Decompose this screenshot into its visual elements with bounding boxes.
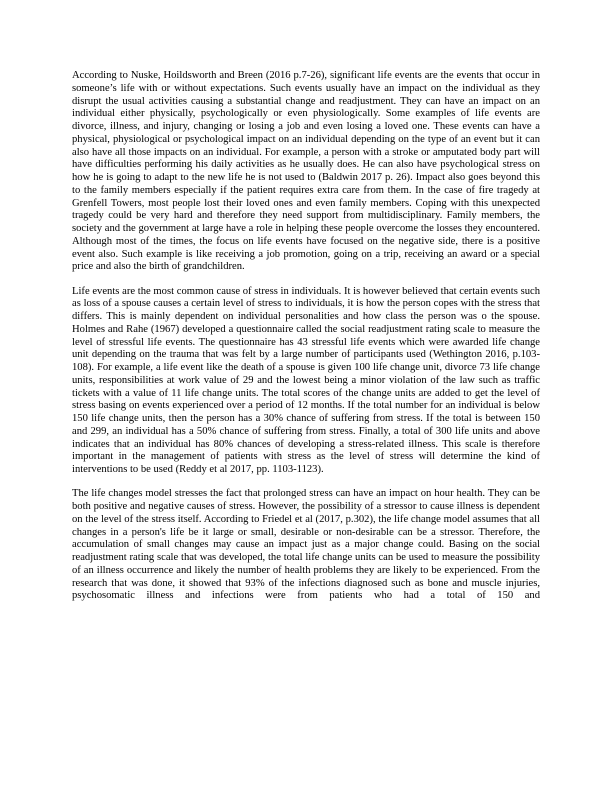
- body-text: [72, 70, 540, 603]
- paragraph-life-changes-model: The life changes model stresses the fact that prolonged stress can have an impact on hour health. They can be both positive and negative causes of stress. However, the possibility of a stressor to cause illness is dependent on the level of the stress itself. According to Friedel et al (2017, p.302), the life change model assumes that all changes in a person's life be it large or small, desirable or non-desirable can be a stressor. Therefore, the accumulation of small changes may cause an impact just as a major change could. Basing on the social readjustment rating scale that was developed, the total life change units can be used to measure the possibility of an illness occurrence and likely the number of health problems they are likely to be experienced. From the research that was done, it showed that 93% of the infections diagnosed such as bone and muscle injuries, psychosomatic illness and infections were from patients who had a total of 150 and: [72, 488, 540, 602]
- paragraph-life-events: According to Nuske, Hoildsworth and Breen (2016 p.7-26), significant life events are the events that occur in someone’s life with or without expectations. Such events usually have an impact on the individual as they disrupt the usual activities causing a substantial change and readjustment. They can have an impact on an individual either physically, psychologically or even physiologically. Some examples of life events are divorce, illness, and injury, changing or losing a job and even losing a loved one. These events can have a physical, physiological or psychological impact on an individual depending on the type of an event but it can also have all those impacts on an individual. For example, a person with a stroke or amputated body part will have difficulties performing his daily activities as he usually does. He can also have psychological stress on how he is going to adapt to the new life he is not used to (Baldwin 2017 p. 26). Impact also goes beyond this to the family members especially if the patient requires extra care from them. In the case of fire tragedy at Grenfell Towers, most people lost their loved ones and even family members. Coping with this unexpected tragedy could be very hard and therefore they need support from multidisciplinary. Family members, the society and the government at large have a role in helping these people overcome the losses they encountered. Although most of the times, the focus on life events have focused on the negative side, there is a positive event also. Such example is like receiving a job promotion, going on a trip, receiving an award or a special price and also the birth of grandchildren.: [72, 70, 540, 273]
- paragraph-stress-scale: Life events are the most common cause of stress in individuals. It is however believed that certain events such as loss of a spouse causes a certain level of stress to individuals, it is how the person copes with the stress that differs. This is mainly dependent on individual personalities and how class the person was o the spouse. Holmes and Rahe (1967) developed a questionnaire called the social readjustment rating scale to measure the level of stressful life events. The questionnaire has 43 stressful life events which were awarded life change unit depending on the trauma that was felt by a large number of participants used (Wethington 2016, p.103-108). For example, a life event like the death of a spouse is given 100 life change unit, divorce 73 life change units, responsibilities at work value of 29 and the lowest being a minor violation of the law such as traffic tickets with a value of 11 life change units. The total scores of the change units are added to get the level of stress basing on events experienced over a period of 12 months. If the total number for an individual is below 150 life change units, then the person has a 30% chance of suffering from stress. If the total is between 150 and 299, an individual has a 50% chance of suffering from stress. Finally, a total of 300 life units and above indicates that an individual has 80% chances of developing a stress-related illness. This scale is therefore important in the management of patients with stress as the level of stress will determine the kind of interventions to be used (Reddy et al 2017, pp. 1103-1123).: [72, 285, 540, 475]
